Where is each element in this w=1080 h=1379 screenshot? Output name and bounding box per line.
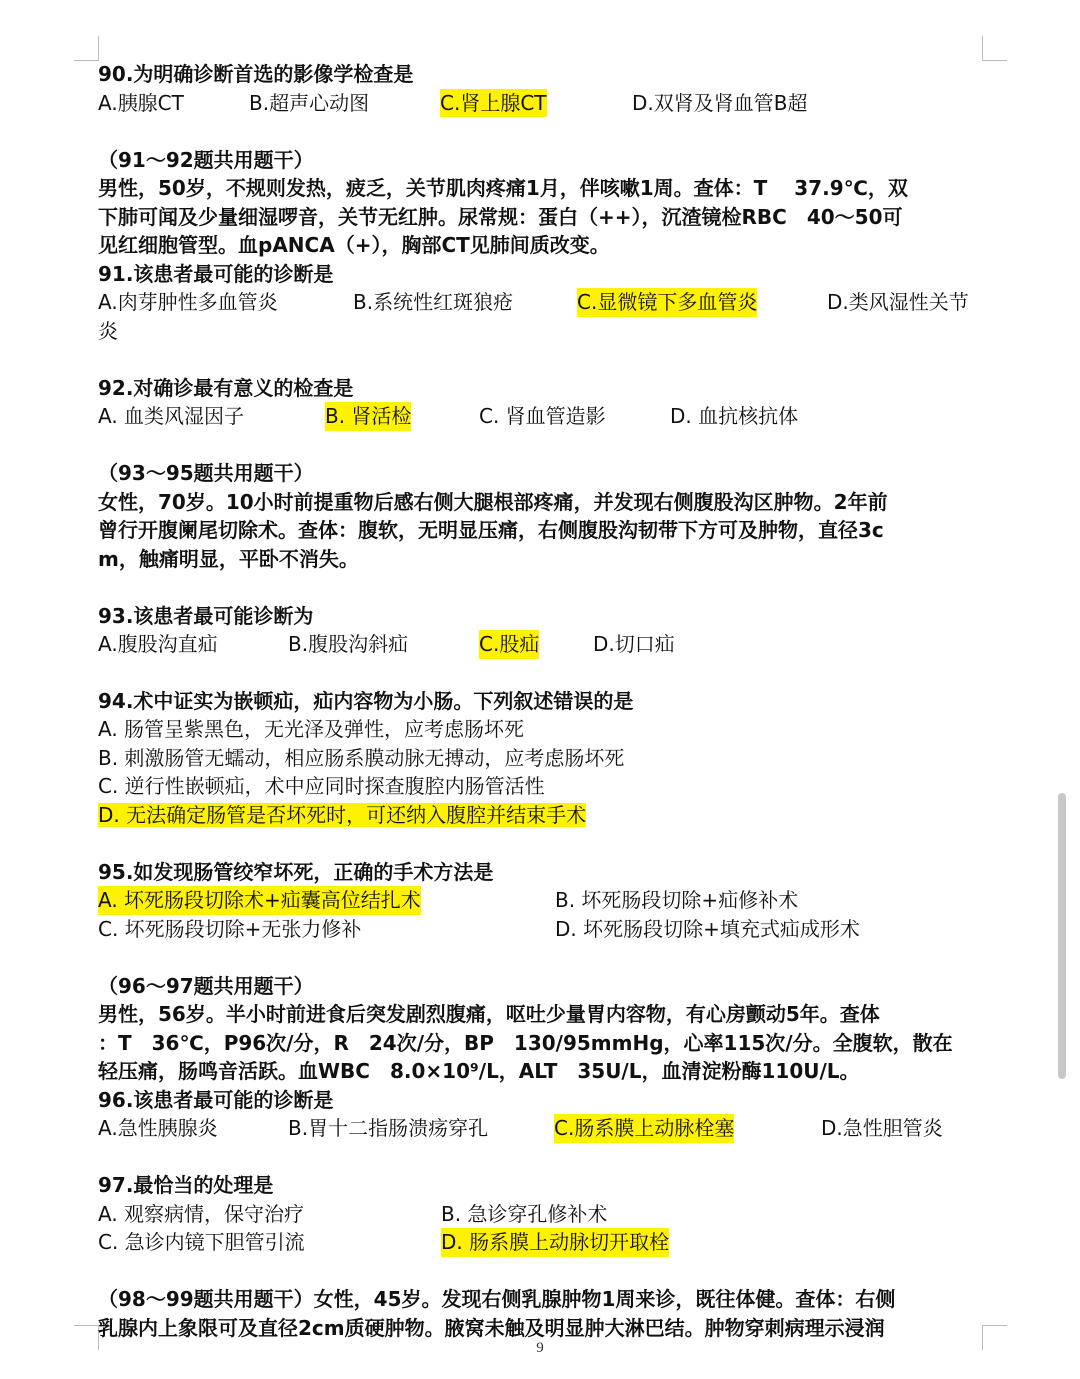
question-90-options	[98, 89, 984, 118]
group-93-header: （93～95题共用题干）	[98, 461, 314, 485]
question-96-stem: 96.该患者最可能的诊断是	[98, 1087, 334, 1112]
option-d: D.急性胆管炎	[821, 1116, 943, 1140]
option-a: A.急性胰腺炎	[98, 1116, 218, 1140]
group-98-stem-line: （98～99题共用题干）女性，45岁。发现右侧乳腺肿物1周来诊，既往体健。查体：右侧	[98, 1287, 896, 1311]
option-c-answer: C.显微镜下多血管炎	[577, 288, 757, 317]
group-93-stem-line: 曾行开腹阑尾切除术。查体：腹软，无明显压痛，右侧腹股沟韧带下方可及肿物，直径3c	[98, 518, 884, 542]
option-c: C. 逆行性嵌顿疝，术中应同时探查腹腔内肠管活性	[98, 774, 545, 798]
option-b: B.腹股沟斜疝	[288, 632, 409, 656]
option-b: B. 刺激肠管无蠕动，相应肠系膜动脉无搏动，应考虑肠坏死	[98, 745, 625, 770]
option-a: A. 血类风湿因子	[98, 404, 245, 428]
option-b: B.胃十二指肠溃疡穿孔	[288, 1116, 489, 1140]
option-a: A. 肠管呈紫黑色，无光泽及弹性，应考虑肠坏死	[98, 717, 525, 741]
option-d: D. 坏死肠段切除+填充式疝成形术	[555, 916, 860, 941]
option-a: A.胰腺CT	[98, 90, 184, 115]
question-90-stem: 90.为明确诊断首选的影像学检查是	[98, 62, 414, 86]
group-96-stem-line: 男性，56岁。半小时前进食后突发剧烈腹痛，呕吐少量胃内容物，有心房颤动5年。查体	[98, 1002, 880, 1026]
question-92-options	[98, 402, 984, 431]
question-95-options-row2	[98, 915, 984, 944]
question-93-stem: 93.该患者最可能诊断为	[98, 603, 314, 628]
option-d-answer: D. 肠系膜上动脉切开取栓	[441, 1228, 669, 1257]
group-98-stem-line: 乳腺内上象限可及直径2cm质硬肿物。腋窝未触及明显肿大淋巴结。肿物穿刺病理示浸润	[98, 1315, 885, 1340]
group-91-stem-line: 男性，50岁，不规则发热，疲乏，关节肌肉疼痛1月，伴咳嗽1周。查体：T 37.9℃，双	[98, 176, 908, 200]
question-95-stem: 95.如发现肠管绞窄坏死，正确的手术方法是	[98, 859, 494, 884]
group-91-header: （91～92题共用题干）	[98, 147, 314, 172]
option-c-answer: C.肠系膜上动脉栓塞	[554, 1114, 734, 1143]
option-b: B.系统性红斑狼疮	[353, 290, 514, 314]
scrollbar-thumb[interactable]	[1058, 793, 1066, 1079]
option-a: A.腹股沟直疝	[98, 632, 218, 656]
question-91-options	[98, 288, 984, 317]
option-c: C. 肾血管造影	[479, 404, 606, 428]
option-b: B.超声心动图	[249, 90, 370, 115]
option-d: D.双肾及肾血管B超	[632, 90, 808, 115]
question-97-options-row2	[98, 1228, 984, 1257]
option-d: D. 血抗核抗体	[670, 404, 799, 428]
option-a: A. 观察病情，保守治疗	[98, 1201, 305, 1226]
option-d: D.类风湿性关节	[827, 290, 969, 314]
question-91-stem: 91.该患者最可能的诊断是	[98, 261, 334, 286]
option-c: C. 急诊内镜下胆管引流	[98, 1230, 305, 1254]
group-91-stem-line: 见红细胞管型。血pANCA（+），胸部CT见肺间质改变。	[98, 233, 610, 257]
option-b: B. 坏死肠段切除+疝修补术	[555, 888, 799, 912]
option-a-answer: A. 坏死肠段切除术+疝囊高位结扎术	[98, 886, 421, 915]
page-number: 9	[536, 1340, 544, 1356]
option-d-answer: D. 无法确定肠管是否坏死时，可还纳入腹腔并结束手术	[98, 802, 587, 827]
option-a: A.肉芽肿性多血管炎	[98, 290, 278, 314]
option-c: C. 坏死肠段切除+无张力修补	[98, 916, 362, 941]
crop-mark-top-left	[74, 36, 99, 61]
group-96-header: （96～97题共用题干）	[98, 973, 314, 998]
question-97-options-row1	[98, 1200, 984, 1229]
page-content	[98, 60, 984, 1342]
group-93-stem-line: 女性，70岁。10小时前提重物后感右侧大腿根部疼痛，并发现右侧腹股沟区肿物。2年前	[98, 489, 888, 514]
question-97-stem: 97.最恰当的处理是	[98, 1173, 274, 1197]
question-93-options	[98, 630, 984, 659]
group-96-stem-line: 轻压痛，肠鸣音活跃。血WBC 8.0×10⁹/L，ALT 35U/L，血清淀粉酶110U/L。	[98, 1059, 860, 1083]
question-94-stem: 94.术中证实为嵌顿疝，疝内容物为小肠。下列叙述错误的是	[98, 688, 634, 713]
group-93-stem-line: m，触痛明显，平卧不消失。	[98, 546, 359, 571]
option-c-answer: C.股疝	[479, 630, 539, 659]
option-b: B. 急诊穿孔修补术	[441, 1201, 608, 1226]
option-c-answer: C.肾上腺CT	[440, 89, 547, 118]
group-91-stem-line: 下肺可闻及少量细湿啰音，关节无红肿。尿常规：蛋白（++），沉渣镜检RBC 40～50可	[98, 204, 903, 229]
crop-mark-top-right	[982, 36, 1007, 61]
group-96-stem-line: ：T 36℃，P96次/分，R 24次/分，BP 130/95mmHg，心率115次/分。全腹软，散在	[98, 1030, 953, 1055]
option-d: D.切口疝	[593, 632, 675, 656]
option-b-answer: B. 肾活检	[325, 402, 411, 431]
question-92-stem: 92.对确诊最有意义的检查是	[98, 375, 354, 400]
question-91-option-wrap: 炎	[98, 318, 118, 343]
question-95-options-row1	[98, 886, 984, 915]
question-96-options	[98, 1114, 984, 1143]
